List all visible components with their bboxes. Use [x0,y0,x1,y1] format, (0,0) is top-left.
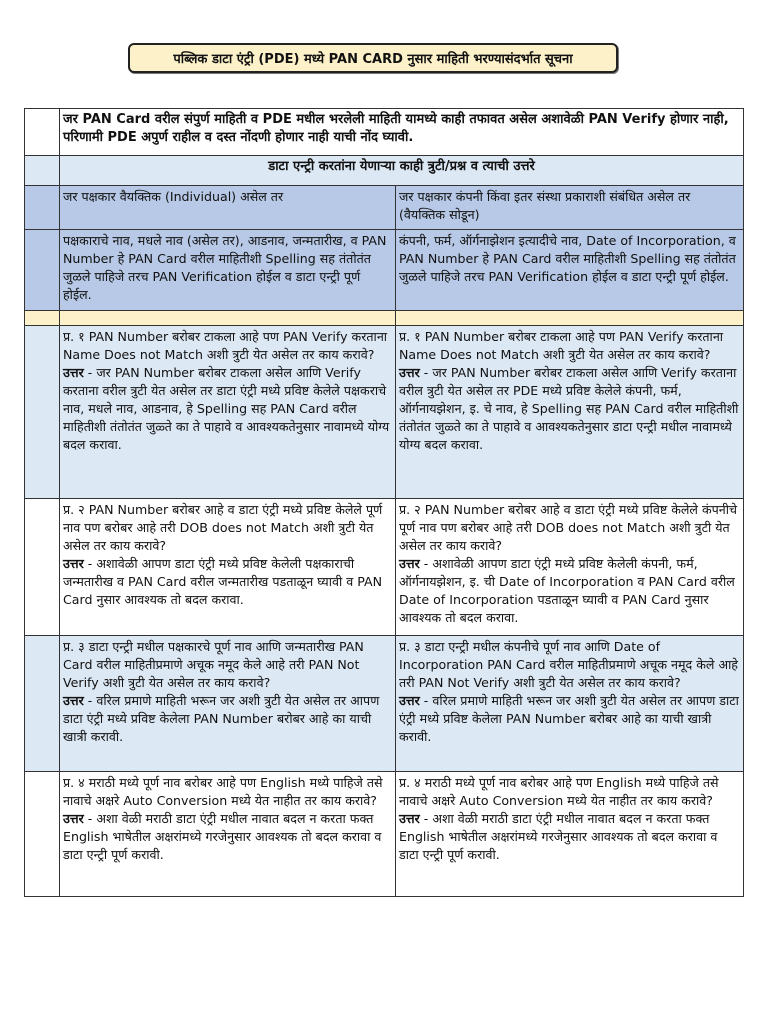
qa-row-1 [25,326,744,499]
question-text: प्र. ३ डाटा एन्ट्री मधील कंपनीचे पूर्ण नाव आणि Date of Incorporation PAN Card वरील माहितीप्रमाणे अचूक नमूद केले आहे तरी PAN Not Verify अशी त्रुटी येत असेल तर काय करावे? [399,639,738,690]
separator-row [25,311,744,326]
column-header-row [25,186,744,230]
company-info: कंपनी, फर्म, ऑर्गनाझेशन इत्यादीचे नाव, Date of Incorporation, व PAN Number हे PAN Card वरील माहितीशी Spelling सह तंतोतंत जुळले पाहिजे तरच PAN Verification होईल व डाटा एन्ट्री पूर्ण होईल. [396,230,744,311]
row-number-cell [25,772,60,897]
question-text: प्र. ३ डाटा एन्ट्री मधील पक्षकारचे पूर्ण नाव आणि जन्मतारीख PAN Card वरील माहितीप्रमाणे अचूक नमूद केले आहे तरी PAN Not Verify अशी त्रुटी येत असेल तर काय करावे? [63,639,364,690]
answer-block [63,364,392,454]
answer-block [399,810,740,864]
answer-label: उत्तर [63,365,84,380]
row-number-cell [25,109,60,156]
answer-text: - अशावेळी आपण डाटा एंट्री मध्ये प्रविष्ट केलेली कंपनी, फर्म, ऑर्गनायझेशन, इ. ची Date of Incorporation व PAN Card वरील Date of Incorporation पडताळून घ्यावी व PAN Card नुसार आवश्यक तो बदल करावा. [399,556,735,625]
answer-block [63,810,392,864]
separator-cell [60,311,396,326]
answer-text: - जर PAN Number बरोबर टाकला असेल आणि Verify करताना वरील त्रुटी येत असेल तर PDE मध्ये प्रविष्ट केलेले कंपनी, फर्म, ऑर्गनायझेशन, इ. चे नाव, हे Spelling सह PAN Card वरील माहितीशी तंतोतंत जुळ्ते का ते पाहावे व आवश्यकतेनुसार डाटा एन्ट्री मधील नावामध्ये योग्य बदल करावा. [399,365,739,452]
answer-block [399,692,740,746]
row-number-cell [25,636,60,772]
answer-label: उत्तर [399,365,420,380]
individual-qa [60,772,396,897]
company-qa [396,636,744,772]
individual-info: पक्षकाराचे नाव, मधले नाव (असेल तर), आडनाव, जन्मतारीख, व PAN Number हे PAN Card वरील माहितीशी Spelling सह तंतोतंत जुळले पाहिजे तरच PAN Verification होईल व डाटा एन्ट्री पूर्ण होईल. [60,230,396,311]
answer-text: - वरिल प्रमाणे माहिती भरून जर अशी त्रुटी येत असेल तर आपण डाटा एंट्री मध्ये प्रविष्ट केलेला PAN Number बरोबर आहे का याची खात्री करावी. [399,693,739,744]
qa-row-3 [25,636,744,772]
row-number-cell [25,230,60,311]
note-text: जर PAN Card वरील संपुर्ण माहिती व PDE मधील भरलेली माहिती यामध्ये काही तफावत असेल अशावेळी PAN Verify होणार नाही, परिणामी PDE अपुर्ण राहील व दस्त नोंदणी होणार नाही याची नोंद घ्यावी. [60,109,744,156]
answer-text: - वरिल प्रमाणे माहिती भरून जर अशी त्रुटी येत असेल तर आपण डाटा एंट्री मध्ये प्रविष्ट केलेला PAN Number बरोबर आहे का याची खात्री करावी. [63,693,380,744]
answer-label: उत्तर [399,556,420,571]
instructions-table [24,108,744,897]
company-column-header: जर पक्षकार कंपनी किंवा इतर संस्था प्रकाराशी संबंधित असेल तर (वैयक्तिक सोडून) [396,186,744,230]
separator-cell [396,311,744,326]
answer-text: - जर PAN Number बरोबर टाकला असेल आणि Verify करताना वरील त्रुटी येत असेल तर डाटा एंट्री मध्ये प्रविष्ट केलेले पक्षकराचे नाव, मधले नाव, आडनाव, हे Spelling सह PAN Card वरील माहितीशी तंतोतंत जुळ्ते का ते पाहावे व आवश्यकतेनुसार नावामध्ये योग्य बदल करावा. [63,365,390,452]
qa-row-2 [25,499,744,636]
individual-qa [60,499,396,636]
question-text: प्र. २ PAN Number बरोबर आहे व डाटा एंट्री मध्ये प्रविष्ट केलेले कंपनीचे पूर्ण नाव पण बरोबर आहे तरी DOB does not Match अशी त्रुटी येत असेल तर काय करावे? [399,502,738,553]
answer-block [399,555,740,627]
answer-label: उत्तर [399,811,420,826]
individual-qa [60,636,396,772]
question-text: प्र. १ PAN Number बरोबर टाकला आहे पण PAN Verify करताना Name Does not Match अशी त्रुटी येत असेल तर काय करावे? [63,329,388,362]
answer-text: - अशा वेळी मराठी डाटा एंट्री मधील नावात बदल न करता फक्त English भाषेतील अक्षरांमध्ये गरजेनुसार आवश्यक तो बदल करावा व डाटा एन्ट्री पूर्ण करावी. [399,811,718,862]
row-number-cell [25,311,60,326]
answer-label: उत्तर [63,811,84,826]
individual-qa [60,326,396,499]
row-number-cell [25,499,60,636]
question-text: प्र. ४ मराठी मध्ये पूर्ण नाव बरोबर आहे पण English मध्ये पाहिजे तसे नावाचे अक्षरे Auto Conversion मध्ये येत नाहीत तर काय करावे? [399,775,719,808]
row-number-cell [25,326,60,499]
question-text: प्र. ४ मराठी मध्ये पूर्ण नाव बरोबर आहे पण English मध्ये पाहिजे तसे नावाचे अक्षरे Auto Conversion मध्ये येत नाहीत तर काय करावे? [63,775,383,808]
answer-label: उत्तर [399,693,420,708]
note-row [25,109,744,156]
company-qa [396,326,744,499]
individual-column-header: जर पक्षकार वैयक्तिक (Individual) असेल तर [60,186,396,230]
answer-text: - अशावेळी आपण डाटा एंट्री मध्ये प्रविष्ट केलेली पक्षकाराची जन्मतारीख व PAN Card वरील जन्मतारीख पडताळून घ्यावी व PAN Card नुसार आवश्यक तो बदल करावा. [63,556,383,607]
question-text: प्र. २ PAN Number बरोबर आहे व डाटा एंट्री मध्ये प्रविष्ट केलेले पूर्ण नाव पण बरोबर आहे तरी DOB does not Match अशी त्रुटी येत असेल तर काय करावे? [63,502,383,553]
row-number-cell [25,186,60,230]
answer-label: उत्तर [63,556,84,571]
info-row [25,230,744,311]
page-title: पब्लिक डाटा एंट्री (PDE) मध्ये PAN CARD नुसार माहिती भरण्यासंदर्भात सूचना [128,43,618,73]
company-qa [396,499,744,636]
section-heading: डाटा एन्ट्री करतांना येणाऱ्या काही त्रुटी/प्रश्न व त्याची उत्तरे [60,156,744,186]
qa-row-4 [25,772,744,897]
answer-text: - अशा वेळी मराठी डाटा एंट्री मधील नावात बदल न करता फक्त English भाषेतील अक्षरांमध्ये गरजेनुसार आवश्यक तो बदल करावा व डाटा एन्ट्री पूर्ण करावी. [63,811,382,862]
answer-block [63,555,392,609]
company-qa [396,772,744,897]
answer-block [63,692,392,746]
answer-label: उत्तर [63,693,84,708]
section-heading-row [25,156,744,186]
question-text: प्र. १ PAN Number बरोबर टाकला आहे पण PAN Verify करताना Name Does not Match अशी त्रुटी येत असेल तर काय करावे? [399,329,724,362]
answer-block [399,364,740,454]
row-number-cell [25,156,60,186]
